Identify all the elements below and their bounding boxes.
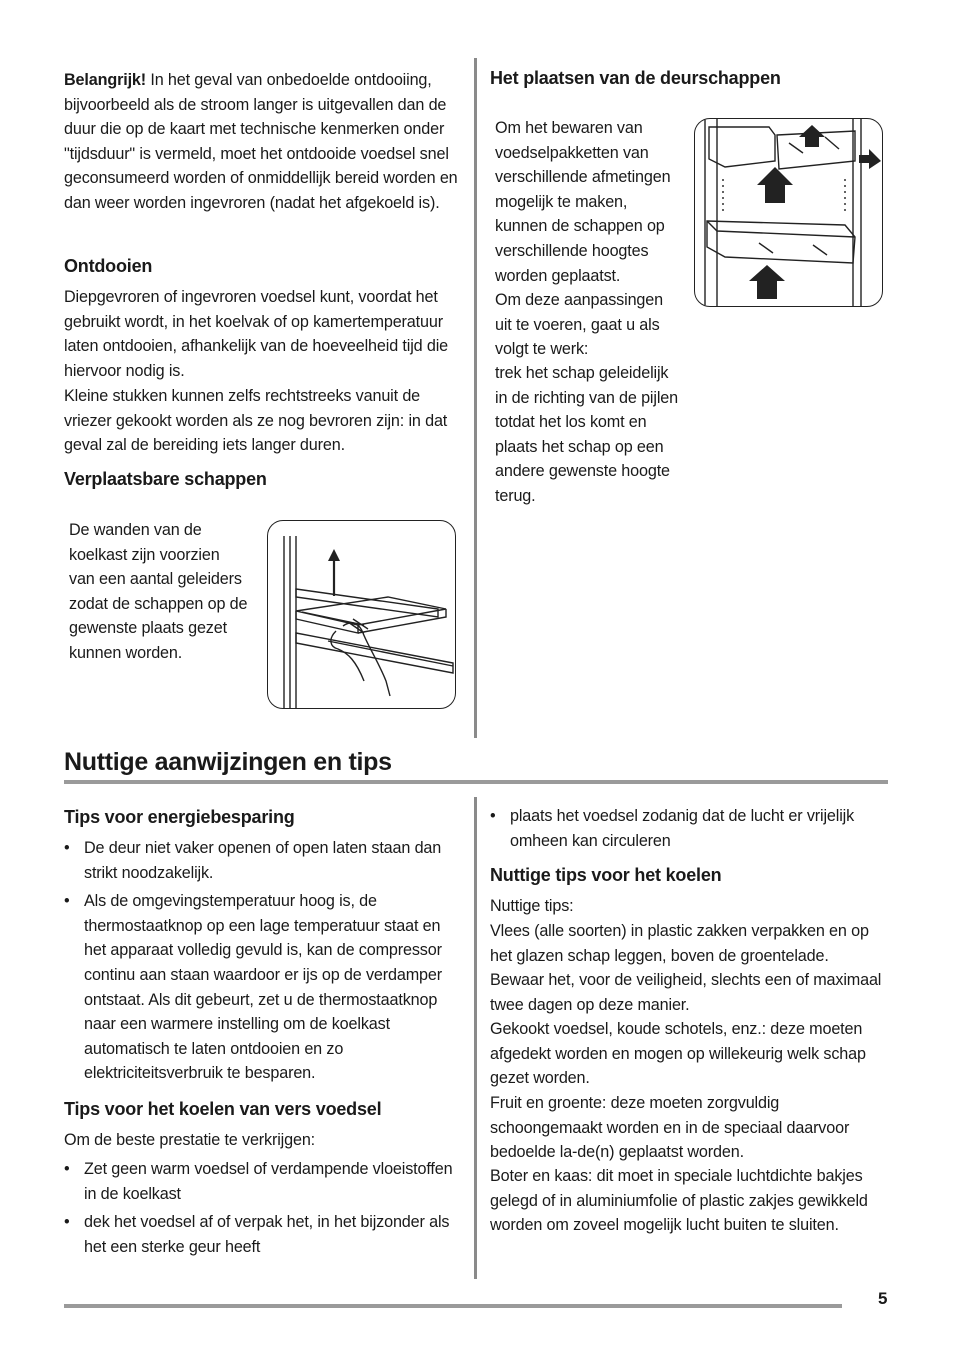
deurschappen-paragraph-1: Om het bewaren van voedselpakketten van verschillende afmetingen mogelijk te maken, kunnen de schappen op verschillende hoogtes worden geplaatst. bbox=[495, 119, 671, 285]
koelen-paragraph-5: Boter en kaas: dit moet in speciale luchtdichte bakjes gelegd of in aluminiumfolie of plastic zakjes gewikkeld worden om zoveel mogelijk lucht buiten te sluiten. bbox=[490, 1167, 868, 1235]
list-item: • dek het voedsel af of verpak het, in het bijzonder als het een sterke geur heeft bbox=[64, 1210, 462, 1259]
deurschappen-heading: Het plaatsen van de deurschappen bbox=[490, 68, 781, 88]
section-title-rule bbox=[64, 780, 888, 784]
shelf-illustration bbox=[267, 520, 456, 709]
circulatie-list bbox=[490, 804, 888, 857]
koelen-paragraph-1: Vlees (alle soorten) in plastic zakken verpakken en op het glazen schap leggen, boven de groentelade. bbox=[490, 922, 869, 965]
vers-list bbox=[64, 1157, 462, 1263]
list-item: • Zet geen warm voedsel of verdampende vloeistoffen in de koelkast bbox=[64, 1157, 462, 1206]
belangrijk-label: Belangrijk! bbox=[64, 71, 147, 89]
column-divider-top bbox=[474, 58, 477, 738]
door-shelf-illustration bbox=[694, 118, 883, 307]
deurschappen-paragraph-2: Om deze aanpassingen uit te voeren, gaat u als volgt te werk: bbox=[495, 291, 663, 359]
koelen-paragraph-4: Fruit en groente: deze moeten zorgvuldig schoongemaakt worden en in de speciaal daarvoor bedoelde la-de(n) geplaatst worden. bbox=[490, 1094, 850, 1162]
koelen-paragraph-3: Gekookt voedsel, koude schotels, enz.: deze moeten afgedekt worden en mogen op willekeurig welk schap gezet worden. bbox=[490, 1020, 866, 1088]
deurschappen-paragraph-3: trek het schap geleidelijk in de richting van de pijlen totdat het los komt en plaats het schap op een andere gewenste hoogte terug. bbox=[495, 364, 678, 505]
energie-list bbox=[64, 836, 462, 1090]
footer-rule bbox=[64, 1304, 842, 1308]
vers-heading: Tips voor het koelen van vers voedsel bbox=[64, 1099, 382, 1119]
page-number: 5 bbox=[878, 1289, 888, 1308]
verplaatsbare-text: De wanden van de koelkast zijn voorzien van een aantal geleiders zodat de schappen op de gewenste plaats gezet kunnen worden. bbox=[69, 521, 248, 662]
ontdooien-heading: Ontdooien bbox=[64, 256, 153, 276]
verplaatsbare-heading: Verplaatsbare schappen bbox=[64, 469, 267, 489]
belangrijk-paragraph bbox=[64, 68, 462, 216]
belangrijk-text: In het geval van onbedoelde ontdooiing, bijvoorbeeld als de stroom langer is uitgevallen dan de duur die op de kaart met technische kenmerken onder "tijdsduur" is vermeld, moet het ontdooide voedsel snel geconsumeerd worden of onmiddellijk bereid worden en dan weer worden ingevroren (nadat het afgekoeld is). bbox=[64, 71, 458, 212]
vers-intro: Om de beste prestatie te verkrijgen: bbox=[64, 1131, 316, 1149]
ontdooien-paragraph-1: Diepgevroren of ingevroren voedsel kunt, voordat het gebruikt wordt, in het koelvak of op kamertemperatuur laten ontdooien, afhankelijk van de hoeveelheid tijd die hiervoor nodig is. bbox=[64, 288, 448, 380]
section-title: Nuttige aanwijzingen en tips bbox=[64, 748, 392, 776]
koelen-paragraph-2: Bewaar het, voor de veiligheid, slechts een of maximaal twee dagen op deze manier. bbox=[490, 971, 882, 1014]
list-item: • De deur niet vaker openen of open laten staan dan strikt noodzakelijk. bbox=[64, 836, 462, 885]
ontdooien-paragraph-2: Kleine stukken kunnen zelfs rechtstreeks vanuit de vriezer gekookt worden als ze nog bevroren zijn: in dat geval zal de bereiding iets langer duren. bbox=[64, 387, 448, 455]
koelen-intro: Nuttige tips: bbox=[490, 897, 574, 915]
column-divider-bottom bbox=[474, 797, 477, 1279]
energie-heading: Tips voor energiebesparing bbox=[64, 807, 295, 827]
list-item: • plaats het voedsel zodanig dat de lucht er vrijelijk omheen kan circuleren bbox=[490, 804, 888, 853]
list-item: • Als de omgevingstemperatuur hoog is, de thermostaatknop op een lage temperatuur staat en het apparaat volledig gevuld is, kan de compressor continu aan staan waardoor er ijs op de verdamper ontstaat. Als dit gebeurt, zet u de thermostaatknop naar een warmere instelling om de koelkast automatisch te laten ontdooien en zo elektriciteitsverbruik te besparen. bbox=[64, 889, 462, 1086]
koelen-heading: Nuttige tips voor het koelen bbox=[490, 865, 722, 885]
